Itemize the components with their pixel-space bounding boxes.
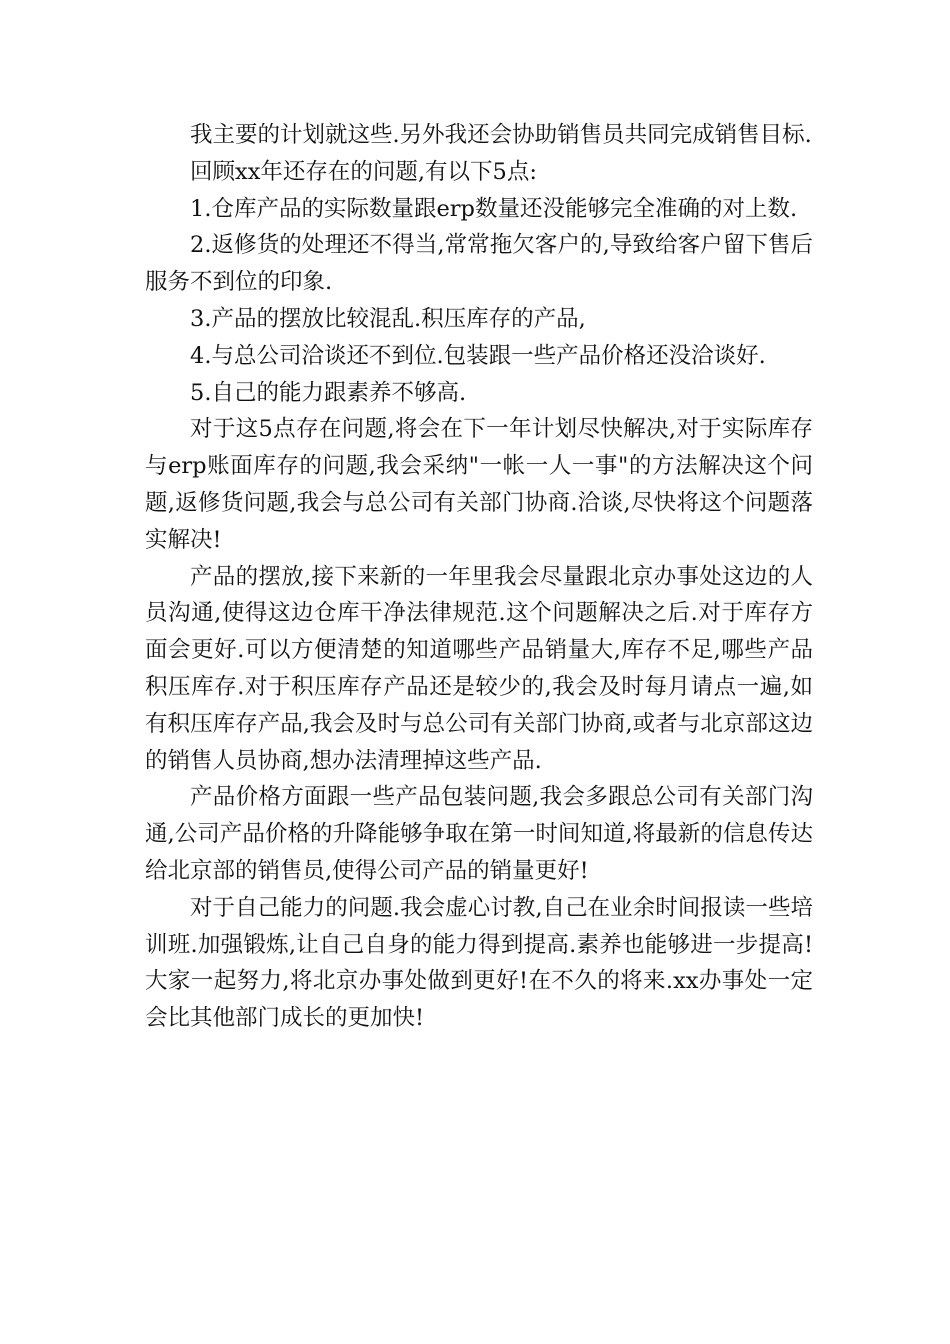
paragraph-review-intro: 回顾xx年还存在的问题,有以下5点: xyxy=(190,158,537,185)
paragraph-solution-overview: 对于这5点存在问题,将会在下一年计划尽快解决,对于实际库存与erp账面库存的问题,我会采纳"一帐一人一事"的方法解决这个问题,返修货问题,我会与总公司有关部门协商.洽谈,尽快将这个问题落实解决! xyxy=(145,416,813,553)
paragraph-issue-4: 4.与总公司洽谈还不到位.包装跟一些产品价格还没洽谈好. xyxy=(190,342,766,369)
document-body xyxy=(145,117,813,1037)
paragraph-plan-summary: 我主要的计划就这些.另外我还会协助销售员共同完成销售目标. xyxy=(190,122,812,148)
paragraph-issue-5: 5.自己的能力跟素养不够高. xyxy=(190,379,467,406)
paragraph-issue-1: 1.仓库产品的实际数量跟erp数量还没能够完全准确的对上数. xyxy=(190,195,798,222)
paragraph-issue-2: 2.返修货的处理还不得当,常常拖欠客户的,导致给客户留下售后服务不到位的印象. xyxy=(145,232,813,296)
paragraph-pricing-packaging: 产品价格方面跟一些产品包装问题,我会多跟总公司有关部门沟通,公司产品价格的升降能够争取在第一时间知道,将最新的信息传达给北京部的销售员,使得公司产品的销量更好! xyxy=(145,784,813,884)
paragraph-self-improvement: 对于自己能力的问题.我会虚心讨教,自己在业余时间报读一些培训班.加强锻炼,让自己自身的能力得到提高.素养也能够进一步提高!大家一起努力,将北京办事处做到更好!在不久的将来.xx办事处一定会比其他部门成长的更加快! xyxy=(145,894,813,1032)
paragraph-product-placement: 产品的摆放,接下来新的一年里我会尽量跟北京办事处这边的人员沟通,使得这边仓库干净法律规范.这个问题解决之后.对于库存方面会更好.可以方便清楚的知道哪些产品销量大,库存不足,哪些产品积压库存.对于积压库存产品还是较少的,我会及时每月请点一遍,如有积压库存产品,我会及时与总公司有关部门协商,或者与北京部这边的销售人员协商,想办法清理掉这些产品. xyxy=(145,563,813,774)
paragraph-issue-3: 3.产品的摆放比较混乱.积压库存的产品, xyxy=(190,305,586,332)
